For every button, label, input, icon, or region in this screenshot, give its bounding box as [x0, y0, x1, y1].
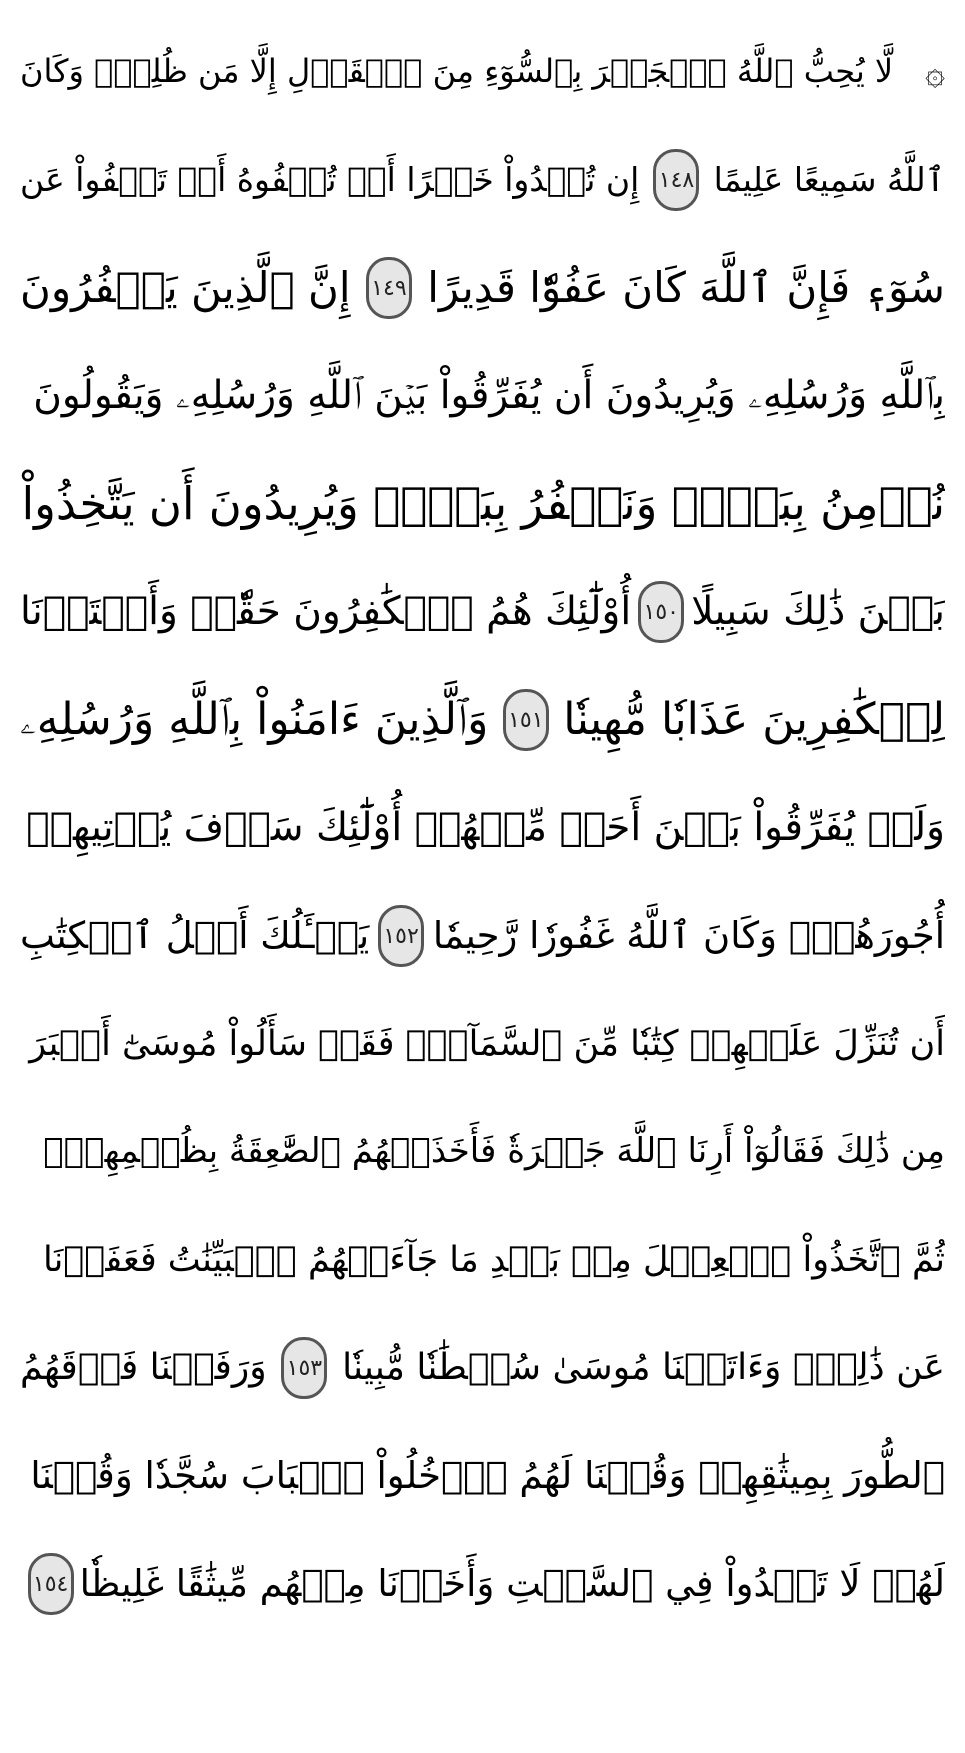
text-line-11: [20, 1102, 945, 1202]
verse-text: سُوٓءٖ فَإِنَّ ٱللَّهَ كَانَ عَفُوّٗا قَدِيرًا: [427, 262, 945, 312]
text-line-8: [20, 778, 945, 878]
text-line-7: [20, 670, 945, 770]
text-line-14: [20, 1426, 945, 1526]
text-line-10: [20, 994, 945, 1094]
text-line-12: [20, 1210, 945, 1310]
verse-text: إِن تُبۡدُواْ خَيۡرًا أَوۡ تُخۡفُوهُ أَوۡ تَعۡفُواْ عَن: [20, 159, 640, 199]
text-line-6: [20, 562, 945, 662]
verse-text: لَهُمۡ لَا تَعۡدُواْ فِي ٱلسَّبۡتِ وَأَخَذۡنَا مِنۡهُم مِّيثَٰقًا غَلِيظٗا: [79, 1561, 945, 1605]
verse-text: وَرَفَعۡنَا فَوۡقَهُمُ: [20, 1347, 267, 1389]
verse-text: لَّا يُحِبُّ ٱللَّهُ ٱلۡجَهۡرَ بِٱلسُّوٓءِ مِنَ ٱلۡقَوۡلِ إِلَّا مَن ظُلِمَۚ وَكَانَ: [20, 52, 894, 91]
verse-text: ٱللَّهُ سَمِيعًا عَلِيمًا: [713, 159, 945, 199]
verse-text: نُؤۡمِنُ بِبَعۡضٖ وَنَكۡفُرُ بِبَعۡضٖ وَيُرِيدُونَ أَن يَتَّخِذُواْ: [21, 477, 945, 531]
text-line-1: [20, 22, 945, 122]
ayah-number-marker: ١٥٤: [28, 1553, 74, 1615]
verse-text: عَن ذَٰلِكَۚ وَءَاتَيۡنَا مُوسَىٰ سُلۡطَٰنٗا مُّبِينٗا: [342, 1347, 945, 1389]
verse-text: وَٱلَّذِينَ ءَامَنُواْ بِٱللَّهِ وَرُسُلِهِۦ: [20, 693, 489, 745]
ayah-number-marker: ١٥١: [503, 689, 549, 751]
verse-text: أُجُورَهُمۡۚ وَكَانَ ٱللَّهُ غَفُورٗا رَّحِيمٗا: [432, 913, 945, 957]
ayah-number-marker: ١٤٩: [366, 257, 412, 319]
verse-text: بِٱللَّهِ وَرُسُلِهِۦ وَيُرِيدُونَ أَن يُفَرِّقُواْ بَيۡنَ ٱللَّهِ وَرُسُلِهِۦ وَيَقُولُونَ: [33, 372, 945, 418]
verse-text: يَسۡـَٔلُكَ أَهۡلُ ٱلۡكِتَٰبِ: [20, 913, 370, 957]
verse-text: ثُمَّ ٱتَّخَذُواْ ٱلۡعِجۡلَ مِنۢ بَعۡدِ مَا جَآءَتۡهُمُ ٱلۡبَيِّنَٰتُ فَعَفَوۡنَا: [42, 1239, 945, 1280]
ayah-number-marker: ١٥٣: [281, 1337, 327, 1399]
ayah-number-marker: ١٥٢: [378, 905, 424, 967]
text-line-15: [20, 1534, 945, 1634]
verse-text: بَيۡنَ ذَٰلِكَ سَبِيلًا: [691, 588, 945, 634]
text-line-13: [20, 1318, 945, 1418]
ayah-number-marker: ١٥٠: [638, 581, 684, 643]
rub-el-hizb-icon: ۞: [925, 52, 945, 93]
verse-text: لِلۡكَٰفِرِينَ عَذَابٗا مُّهِينٗا: [563, 693, 945, 745]
verse-text: أَن تُنَزِّلَ عَلَيۡهِمۡ كِتَٰبٗا مِّنَ ٱلسَّمَآءِۚ فَقَدۡ سَأَلُواْ مُوسَىٰٓ أَكۡبَرَ: [29, 1023, 945, 1064]
text-line-4: [20, 346, 945, 446]
verse-text: أُوْلَٰٓئِكَ هُمُ ٱلۡكَٰفِرُونَ حَقّٗاۚ وَأَعۡتَدۡنَا: [20, 588, 632, 634]
verse-text: إِنَّ ٱلَّذِينَ يَكۡفُرُونَ: [20, 262, 351, 312]
verse-text: ٱلطُّورَ بِمِيثَٰقِهِمۡ وَقُلۡنَا لَهُمُ ٱدۡخُلُواْ ٱلۡبَابَ سُجَّدٗا وَقُلۡنَا: [30, 1453, 945, 1497]
text-line-3: [20, 238, 945, 338]
text-line-9: [20, 886, 945, 986]
ayah-number-marker: ١٤٨: [653, 149, 699, 211]
text-line-5: [20, 454, 945, 554]
text-line-2: [20, 130, 945, 230]
verse-text: مِن ذَٰلِكَ فَقَالُوٓاْ أَرِنَا ٱللَّهَ جَهۡرَةٗ فَأَخَذَتۡهُمُ ٱلصَّٰعِقَةُ بِظُلۡمِهِمۡۚ: [43, 1131, 945, 1172]
verse-text: وَلَمۡ يُفَرِّقُواْ بَيۡنَ أَحَدٖ مِّنۡهُمۡ أُوْلَٰٓئِكَ سَوۡفَ يُؤۡتِيهِمۡ: [26, 804, 945, 850]
